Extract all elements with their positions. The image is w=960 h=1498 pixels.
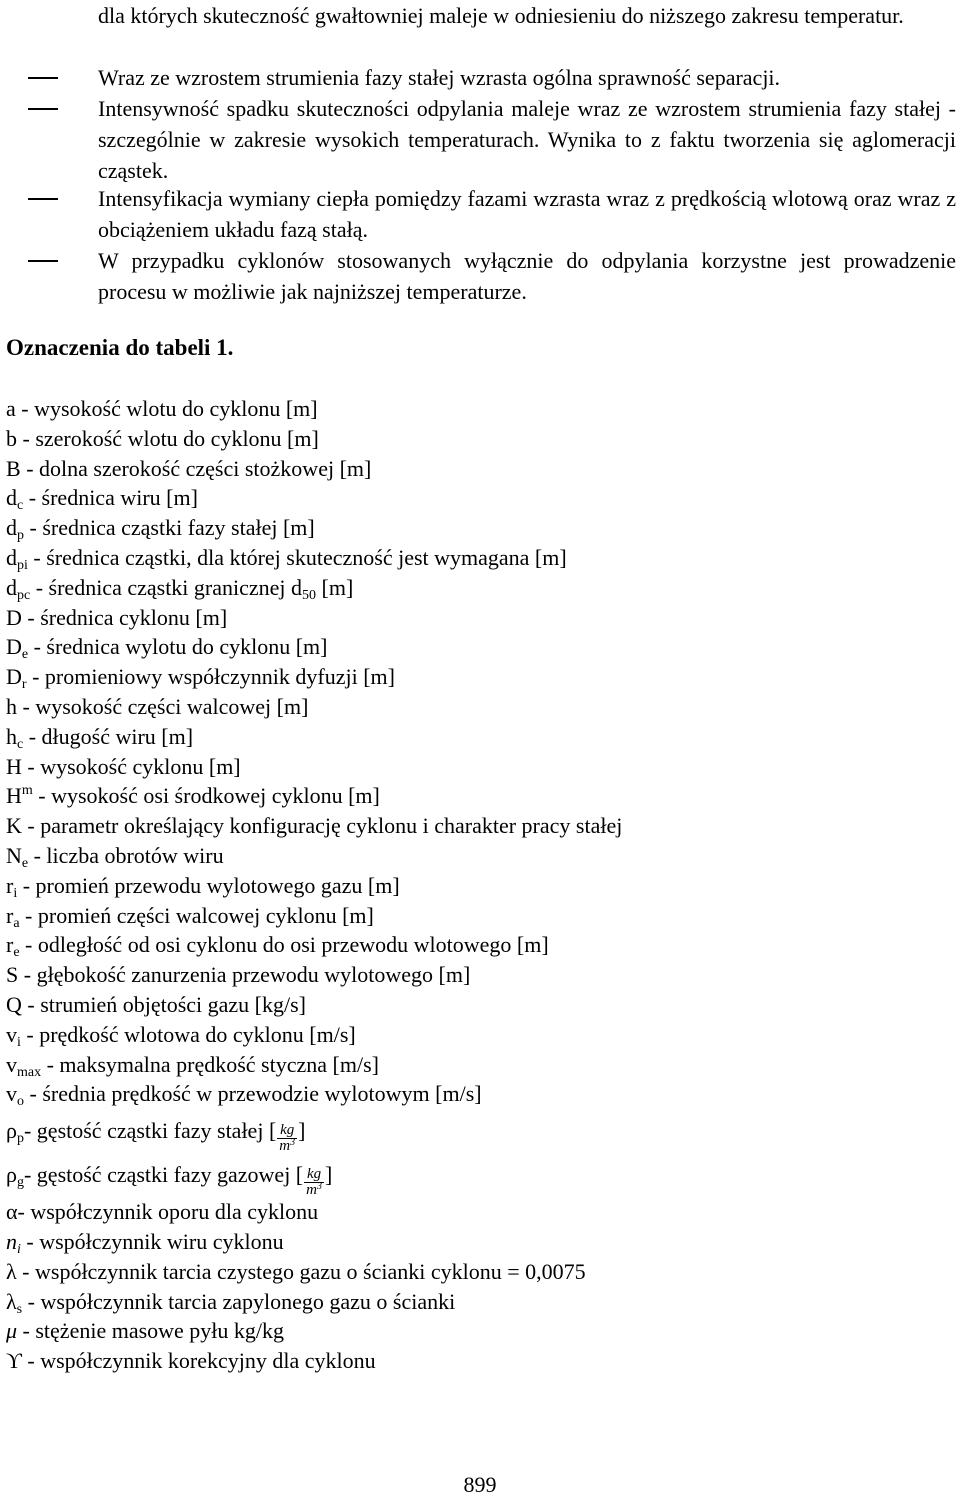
- symbol-description: - współczynnik korekcyjny dla cyklonu: [21, 1348, 376, 1374]
- symbol-subscript: e: [13, 945, 20, 961]
- symbol-description: - prędkość wlotowa do cyklonu [m/s]: [20, 1021, 356, 1047]
- dash-icon: [28, 108, 58, 110]
- symbol-description: - współczynnik wiru cyklonu: [20, 1228, 284, 1254]
- continuation-paragraph: [0, 0, 960, 31]
- symbol-row: [6, 692, 956, 722]
- symbol-row: [6, 543, 956, 573]
- symbol-row: [6, 811, 956, 841]
- symbol-row: [6, 752, 956, 782]
- dash-icon: [28, 260, 58, 262]
- symbol: ϒ: [6, 1348, 22, 1374]
- symbol: d: [6, 544, 17, 570]
- symbol-description: - odległość od osi cyklonu do osi przewodu wlotowego [m]: [19, 932, 549, 958]
- symbol-row: [6, 394, 956, 424]
- symbol-row: [6, 990, 956, 1020]
- symbol-description: - długość wiru [m]: [23, 723, 194, 749]
- symbol-row: [6, 483, 956, 513]
- symbol-description: - średnia prędkość w przewodzie wylotowym [m/s]: [24, 1081, 482, 1107]
- symbol-description-tail: ]: [324, 1162, 333, 1188]
- symbol-description: - promieniowy współczynnik dyfuzji [m]: [26, 664, 395, 690]
- symbol-description: - dolna szerokość części stożkowej [m]: [20, 455, 372, 481]
- symbol: v: [6, 1051, 17, 1077]
- fraction-numerator: kg: [277, 1123, 297, 1139]
- page-number: 899: [463, 1472, 497, 1497]
- symbol-row: [6, 603, 956, 633]
- symbol-row: [6, 1020, 956, 1050]
- symbol-subscript: p: [17, 528, 24, 544]
- symbol: Q: [6, 991, 22, 1017]
- symbol-row: [6, 1079, 956, 1109]
- symbol-subscript: e: [21, 647, 29, 663]
- symbol: h: [6, 723, 17, 749]
- denominator-exponent: 3: [316, 1181, 322, 1193]
- symbol-row: [6, 841, 956, 871]
- dash-icon: [28, 198, 58, 200]
- symbol: D: [6, 634, 22, 660]
- symbol-subscript: max: [17, 1064, 42, 1080]
- symbol: v: [6, 1021, 17, 1047]
- symbol: D: [6, 664, 22, 690]
- symbol-row: [6, 424, 956, 454]
- symbol-description: - strumień objętości gazu [kg/s]: [21, 991, 306, 1017]
- symbol-subscript: i: [17, 1241, 21, 1257]
- symbol-subscript: e: [21, 855, 29, 871]
- symbol-row: [6, 454, 956, 484]
- bullet-item-1: [0, 62, 960, 93]
- symbol: b: [6, 425, 17, 451]
- bullet-text: Wraz ze wzrostem strumienia fazy stałej wzrasta ogólna sprawność separacji.: [98, 65, 781, 90]
- symbol-description: - współczynnik tarcia czystego gazu o ścianki cyklonu = 0,0075: [16, 1258, 586, 1284]
- symbol: r: [6, 902, 14, 928]
- symbol-description: - gęstość cząstki fazy stałej [: [23, 1118, 277, 1144]
- symbol: μ: [6, 1318, 18, 1344]
- symbol-description: - wysokość wlotu do cyklonu [m]: [15, 396, 318, 421]
- symbol-row: [6, 871, 956, 901]
- symbol-row: [6, 1153, 956, 1197]
- dash-icon: [28, 77, 58, 79]
- symbol-description: - głębokość zanurzenia przewodu wylotowego [m]: [18, 962, 471, 988]
- symbol-row: [6, 930, 956, 960]
- symbol-description: - średnica cząstki granicznej d: [30, 574, 303, 600]
- symbol: ρ: [6, 1162, 17, 1188]
- symbol-description-tail: [m]: [316, 574, 354, 600]
- symbol: λ: [6, 1288, 17, 1314]
- symbol-row: [6, 781, 956, 811]
- bullet-item-4: [0, 245, 960, 307]
- symbol-row: [6, 1109, 956, 1153]
- symbol-subscript: i: [13, 885, 18, 901]
- symbol-subscript: c: [17, 498, 24, 514]
- symbol-subscript: g: [16, 1175, 24, 1191]
- symbol: d: [6, 574, 17, 600]
- symbol-description: - wysokość cyklonu [m]: [21, 753, 241, 779]
- symbol-row: [6, 722, 956, 752]
- symbol-row: [6, 1287, 956, 1317]
- symbol: S: [6, 962, 19, 988]
- symbol: N: [6, 842, 22, 868]
- symbol: n: [6, 1228, 17, 1254]
- symbol-description: - wysokość osi środkowej cyklonu [m]: [32, 783, 380, 809]
- symbol-subscript: pc: [17, 587, 31, 603]
- symbol-description: - współczynnik tarcia zapylonego gazu o ścianki: [22, 1288, 456, 1314]
- symbol-subscript: p: [16, 1131, 24, 1147]
- symbol-description: - średnica cząstki fazy stałej [m]: [24, 515, 315, 541]
- symbol-description: - średnica wiru [m]: [23, 485, 198, 511]
- symbol-list: [6, 394, 956, 1376]
- symbol: ρ: [6, 1118, 17, 1144]
- symbol: H: [6, 783, 22, 809]
- symbol-description: - parametr określający konfigurację cyklonu i charakter pracy stałej: [21, 813, 623, 839]
- denominator-base: m: [279, 1138, 291, 1155]
- fraction-denominator: [277, 1139, 297, 1154]
- symbol-subscript: r: [21, 677, 27, 693]
- symbol-row: [6, 513, 956, 543]
- symbol-row: [6, 1257, 956, 1287]
- symbol-row: [6, 573, 956, 603]
- bullet-item-3: [0, 183, 960, 245]
- symbol-description: - gęstość cząstki fazy gazowej [: [23, 1162, 304, 1188]
- symbol-description: - współczynnik oporu dla cyklonu: [17, 1199, 319, 1225]
- symbol: d: [6, 485, 17, 511]
- symbol-row: [6, 1050, 956, 1080]
- symbol-subscript: pi: [17, 557, 28, 573]
- unit-fraction: [277, 1123, 297, 1154]
- symbol: d: [6, 515, 17, 541]
- fraction-numerator: kg: [304, 1167, 324, 1183]
- symbol-row: [6, 662, 956, 692]
- symbol-subscript: o: [17, 1094, 24, 1110]
- symbol-description: - liczba obrotów wiru: [28, 842, 224, 868]
- symbol-row: [6, 632, 956, 662]
- symbol: λ: [6, 1258, 17, 1284]
- symbol-row: [6, 1197, 956, 1227]
- symbol: a: [6, 396, 16, 421]
- symbol-subscript: i: [17, 1034, 21, 1050]
- symbol-description: - promień przewodu wylotowego gazu [m]: [17, 872, 400, 898]
- symbol-row: [6, 1346, 956, 1376]
- bullet-text: W przypadku cyklonów stosowanych wyłącznie do odpylania korzystne jest prowadzenie procesu w możliwie jak najniższej temperaturze.: [98, 248, 956, 304]
- denominator-exponent: 3: [290, 1137, 296, 1149]
- symbol: H: [6, 753, 22, 779]
- symbol-description: - średnica cząstki, dla której skuteczność jest wymagana [m]: [27, 544, 567, 570]
- symbol-description: - promień części walcowej cyklonu [m]: [19, 902, 374, 928]
- symbol-row: [6, 960, 956, 990]
- symbol-description: - maksymalna prędkość styczna [m/s]: [41, 1051, 379, 1077]
- symbol-subscript: c: [17, 736, 24, 752]
- section-heading: Oznaczenia do tabeli 1.: [6, 335, 234, 360]
- bullet-item-2: [0, 93, 960, 186]
- description-subscript: 50: [302, 587, 317, 603]
- symbol: h: [6, 693, 17, 719]
- symbol-description: - wysokość części walcowej [m]: [17, 693, 309, 719]
- symbol-row: [6, 1316, 956, 1346]
- symbol: r: [6, 872, 14, 898]
- symbol-subscript: a: [13, 915, 20, 931]
- symbol-superscript: m: [21, 783, 33, 799]
- bullet-text: Intensywność spadku skuteczności odpylania maleje wraz ze wzrostem strumienia fazy stałej - szczególnie w zakresie wysokich temperaturach. Wynika to z faktu tworzenia się aglomeracji cząstek.: [98, 96, 956, 183]
- fraction-denominator: [304, 1183, 324, 1198]
- symbol-subscript: s: [16, 1301, 23, 1317]
- symbol: D: [6, 604, 22, 630]
- symbol-row: [6, 1227, 956, 1257]
- symbol-description: - stężenie masowe pyłu kg/kg: [17, 1318, 285, 1344]
- symbol: α: [6, 1199, 18, 1225]
- symbol-description: - średnica wylotu do cyklonu [m]: [28, 634, 328, 660]
- symbol: K: [6, 813, 22, 839]
- continuation-text: dla których skuteczność gwałtowniej maleje w odniesieniu do niższego zakresu temperatur.: [98, 3, 904, 28]
- unit-fraction: [304, 1167, 324, 1198]
- symbol-description-tail: ]: [298, 1118, 306, 1144]
- symbol-row: [6, 901, 956, 931]
- bullet-text: Intensyfikacja wymiany ciepła pomiędzy fazami wzrasta wraz z prędkością wlotową oraz wraz z obciążeniem układu fazą stałą.: [98, 186, 956, 242]
- symbol: v: [6, 1081, 17, 1107]
- symbol: r: [6, 932, 14, 958]
- symbol: B: [6, 455, 21, 481]
- symbol-description: - średnica cyklonu [m]: [21, 604, 228, 630]
- denominator-base: m: [306, 1182, 317, 1199]
- symbol-description: - szerokość wlotu do cyklonu [m]: [17, 425, 319, 451]
